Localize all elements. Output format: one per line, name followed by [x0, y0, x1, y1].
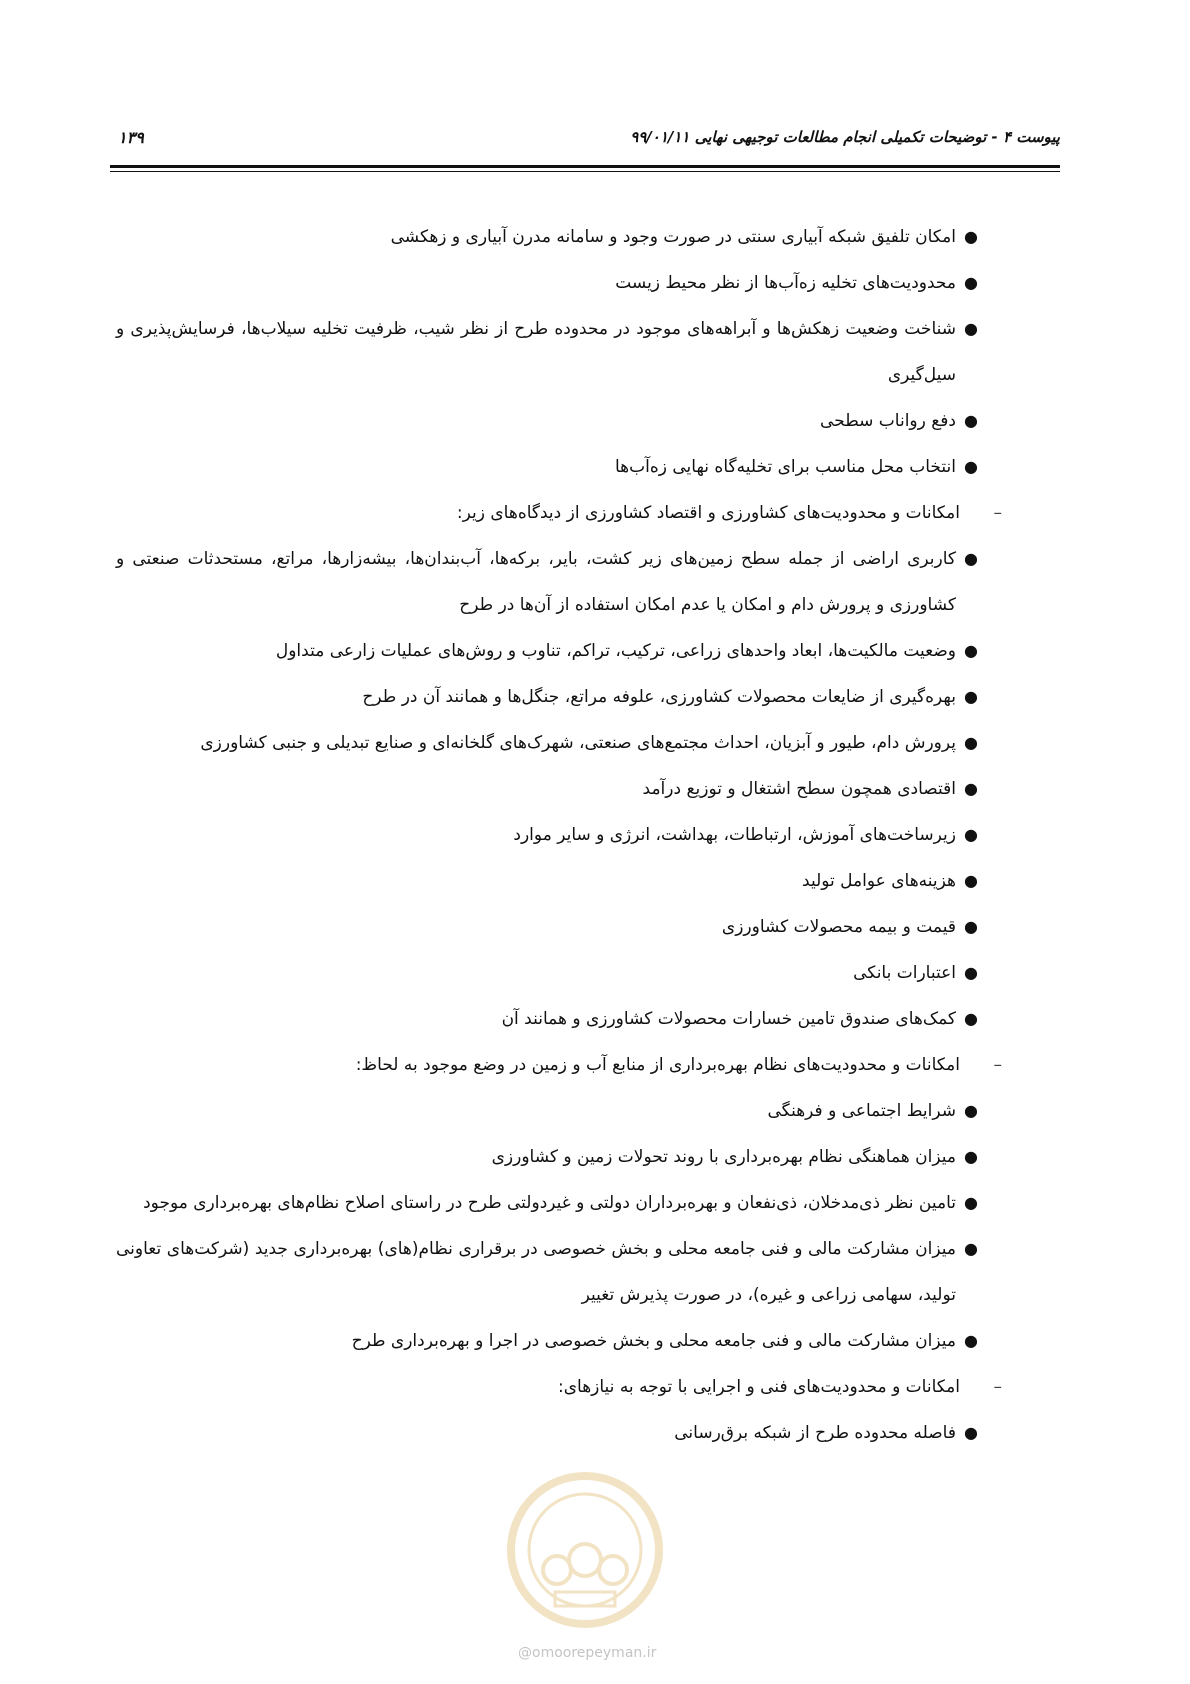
bullet-marker: ●: [964, 687, 978, 706]
item-text: تامین نظر ذی‌مدخلان، ذی‌نفعان و بهره‌برداران دولتی و غیردولتی طرح در راستای اصلاح نظام‌های بهره‌برداری موجود: [143, 1193, 956, 1213]
item-text: فاصله محدوده طرح از شبکه برق‌رسانی: [674, 1423, 956, 1443]
item-text: قیمت و بیمه محصولات کشاورزی: [721, 917, 956, 937]
bullet-marker: ●: [964, 1147, 978, 1166]
watermark-ring-outer: [511, 1476, 659, 1624]
bullet-marker: ●: [964, 825, 978, 844]
bullet-marker: ●: [964, 227, 978, 246]
item-text: امکان تلفیق شبکه آبیاری سنتی در صورت وجود و سامانه مدرن آبیاری و زهکشی: [390, 227, 956, 247]
watermark-logo: [505, 1470, 665, 1630]
bullet-marker: ●: [964, 779, 978, 798]
section-heading: [116, 490, 1002, 536]
bullet-item: [116, 950, 978, 996]
header-rule-thick: [110, 165, 1060, 168]
bullet-item: [116, 996, 978, 1042]
page-header: [110, 128, 1060, 158]
watermark-gear-left: [543, 1556, 571, 1584]
section-heading: [116, 1364, 1002, 1410]
bullet-marker: ●: [964, 549, 978, 568]
bullet-marker: ●: [964, 917, 978, 936]
item-text: زیرساخت‌های آموزش، ارتباطات، بهداشت، انرژی و سایر موارد: [513, 825, 956, 845]
bullet-marker: ●: [964, 319, 978, 338]
bullet-marker: ●: [964, 1193, 978, 1212]
item-text: اقتصادی همچون سطح اشتغال و توزیع درآمد: [642, 779, 956, 799]
bullet-item: [116, 858, 978, 904]
bullet-marker: ●: [964, 1423, 978, 1442]
bullet-item: [116, 628, 978, 674]
bullet-marker: ●: [964, 457, 978, 476]
item-text: امکانات و محدودیت‌های کشاورزی و اقتصاد کشاورزی از دیدگاه‌های زیر:: [456, 503, 960, 523]
page-number: ۱۳۹: [118, 128, 144, 147]
bullet-item: [116, 1318, 978, 1364]
item-text: امکانات و محدودیت‌های نظام بهره‌برداری از منابع آب و زمین در وضع موجود به لحاظ:: [355, 1055, 960, 1075]
item-text: پرورش دام، طیور و آبزیان، احداث مجتمع‌های صنعتی، شهرک‌های گلخانه‌ای و صنایع تبدیلی و جنبی کشاورزی: [200, 733, 956, 753]
bullet-item: [116, 720, 978, 766]
bullet-item: [116, 674, 978, 720]
bullet-item: [116, 260, 978, 306]
item-text: اعتبارات بانکی: [853, 963, 956, 983]
watermark-gear-right: [599, 1556, 627, 1584]
header-rule-thin: [110, 171, 1060, 172]
item-text: هزینه‌های عوامل تولید: [802, 871, 956, 891]
bullet-marker: ●: [964, 1331, 978, 1350]
bullet-marker: ●: [964, 733, 978, 752]
bullet-marker: ●: [964, 1009, 978, 1028]
bullet-item: [116, 904, 978, 950]
item-text: انتخاب محل مناسب برای تخلیه‌گاه نهایی زه‌آب‌ها: [614, 457, 956, 477]
bullet-marker: ●: [964, 411, 978, 430]
bullet-marker: ●: [964, 641, 978, 660]
bullet-item: [116, 444, 978, 490]
bullet-item: [116, 812, 978, 858]
bullet-item: [116, 536, 978, 628]
item-text: میزان مشارکت مالی و فنی جامعه محلی و بخش خصوصی در برقراری نظام(های) بهره‌برداری جدید (شرکت‌های تعاونی تولید، سهامی زراعی و غیره)، در صورت پذیرش تغییر: [116, 1239, 956, 1305]
bullet-item: [116, 1180, 978, 1226]
item-text: شرایط اجتماعی و فرهنگی: [767, 1101, 956, 1121]
item-text: میزان هماهنگی نظام بهره‌برداری با روند تحولات زمین و کشاورزی: [491, 1147, 956, 1167]
item-text: شناخت وضعیت زهکش‌ها و آبراهه‌های موجود در محدوده طرح از نظر شیب، ظرفیت تخلیه سیلاب‌ها، فرسایش‌پذیری و سیل‌گیری: [116, 319, 956, 385]
item-text: بهره‌گیری از ضایعات محصولات کشاورزی، علوفه مراتع، جنگل‌ها و همانند آن در طرح: [362, 687, 956, 707]
item-text: محدودیت‌های تخلیه زه‌آب‌ها از نظر محیط زیست: [615, 273, 956, 293]
watermark-base: [555, 1592, 615, 1606]
item-text: کمک‌های صندوق تامین خسارات محصولات کشاورزی و همانند آن: [501, 1009, 956, 1029]
document-body: [116, 214, 1002, 1456]
item-text: دفع رواناب سطحی: [820, 411, 956, 431]
bullet-item: [116, 214, 978, 260]
watermark-url: @omoorepeyman.ir: [518, 1645, 657, 1661]
bullet-item: [116, 766, 978, 812]
dash-marker: –: [993, 1055, 1002, 1075]
header-title: پیوست ۴ - توضیحات تکمیلی انجام مطالعات توجیهی نهایی ۹۹/۰۱/۱۱: [630, 128, 1060, 146]
watermark-gear-center: [569, 1544, 601, 1576]
dash-marker: –: [993, 1377, 1002, 1397]
item-text: میزان مشارکت مالی و فنی جامعه محلی و بخش خصوصی در اجرا و بهره‌برداری طرح: [351, 1331, 956, 1351]
bullet-marker: ●: [964, 273, 978, 292]
watermark-ring-inner: [529, 1494, 641, 1606]
item-text: کاربری اراضی از جمله سطح زمین‌های زیر کشت، بایر، برکه‌ها، آب‌بندان‌ها، بیشه‌زارها، مراتع، مستحدثات صنعتی و کشاورزی و پرورش دام و امکان یا عدم امکان استفاده از آن‌ها در طرح: [116, 549, 956, 615]
bullet-item: [116, 398, 978, 444]
bullet-item: [116, 1226, 978, 1318]
bullet-marker: ●: [964, 1101, 978, 1120]
item-text: وضعیت مالکیت‌ها، ابعاد واحدهای زراعی، ترکیب، تراکم، تناوب و روش‌های عملیات زارعی متداول: [275, 641, 956, 661]
bullet-item: [116, 1088, 978, 1134]
bullet-item: [116, 1134, 978, 1180]
bullet-item: [116, 306, 978, 398]
bullet-item: [116, 1410, 978, 1456]
section-heading: [116, 1042, 1002, 1088]
bullet-marker: ●: [964, 1239, 978, 1258]
bullet-marker: ●: [964, 963, 978, 982]
dash-marker: –: [993, 503, 1002, 523]
bullet-marker: ●: [964, 871, 978, 890]
item-text: امکانات و محدودیت‌های فنی و اجرایی با توجه به نیازهای:: [557, 1377, 960, 1397]
